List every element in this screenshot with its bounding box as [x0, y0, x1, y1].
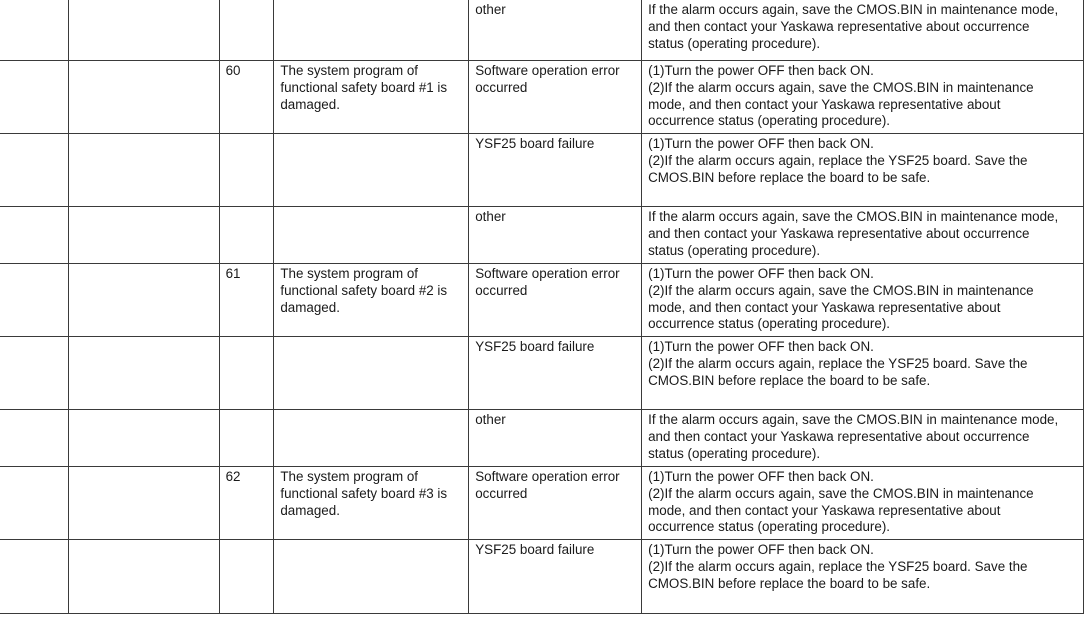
table-row: [0, 410, 1084, 467]
remedy-line: occurrence status (operating procedure).: [648, 519, 891, 535]
remedy-line: (2)If the alarm occurs again, replace the YSF25 board. Save the: [648, 355, 1028, 371]
remedy-line: (1)Turn the power OFF then back ON.: [648, 266, 874, 281]
meaning-line: functional safety board #3 is: [280, 485, 448, 501]
meaning-line: damaged.: [280, 96, 340, 112]
blank-cell: [0, 0, 68, 61]
remedy-line: and then contact your Yaskawa representative about occurrence: [648, 225, 1030, 241]
meaning-cell: [274, 134, 469, 207]
remedy-cell: [642, 61, 1084, 134]
cause-line: other: [475, 209, 506, 224]
blank-cell: [68, 264, 219, 337]
blank-cell: [68, 337, 219, 410]
meaning-line: functional safety board #1 is: [280, 79, 448, 95]
remedy-line: (1)Turn the power OFF then back ON.: [648, 339, 874, 354]
meaning-cell: [274, 410, 469, 467]
meaning-cell: [274, 337, 469, 410]
remedy-cell: [642, 264, 1084, 337]
remedy-line: (1)Turn the power OFF then back ON.: [648, 63, 874, 78]
table-row: [0, 207, 1084, 264]
alarm-code-cell: [219, 410, 274, 467]
meaning-line: damaged.: [280, 502, 340, 518]
meaning-cell: [274, 0, 469, 61]
remedy-line: mode, and then contact your Yaskawa representative about: [648, 96, 1001, 112]
remedy-line: (2)If the alarm occurs again, save the CMOS.BIN in maintenance: [648, 485, 1034, 501]
cause-line: occurred: [475, 79, 528, 95]
blank-cell: [0, 61, 68, 134]
table-row: [0, 134, 1084, 207]
cause-line: Software operation error: [475, 63, 620, 78]
remedy-cell: [642, 337, 1084, 410]
cause-cell: [469, 540, 642, 614]
remedy-line: mode, and then contact your Yaskawa representative about: [648, 502, 1001, 518]
meaning-line: damaged.: [280, 299, 340, 315]
alarm-code: 61: [225, 266, 241, 281]
blank-cell: [0, 337, 68, 410]
blank-cell: [68, 61, 219, 134]
alarm-code-cell: [219, 540, 274, 614]
table-row: [0, 61, 1084, 134]
alarm-code-cell: [219, 264, 274, 337]
alarm-code: 62: [225, 469, 241, 484]
remedy-cell: [642, 0, 1084, 61]
remedy-line: (1)Turn the power OFF then back ON.: [648, 136, 874, 151]
remedy-line: status (operating procedure).: [648, 445, 821, 461]
alarm-code-cell: [219, 337, 274, 410]
alarm-code-cell: [219, 467, 274, 540]
cause-line: occurred: [475, 485, 528, 501]
cause-line: YSF25 board failure: [475, 542, 595, 557]
alarm-code-cell: [219, 207, 274, 264]
remedy-line: and then contact your Yaskawa representative about occurrence: [648, 18, 1030, 34]
cause-cell: [469, 337, 642, 410]
meaning-cell: [274, 467, 469, 540]
blank-cell: [68, 410, 219, 467]
blank-cell: [68, 134, 219, 207]
remedy-cell: [642, 467, 1084, 540]
remedy-line: If the alarm occurs again, save the CMOS.BIN in maintenance mode,: [648, 412, 1059, 427]
meaning-line: functional safety board #2 is: [280, 282, 448, 298]
meaning-cell: [274, 61, 469, 134]
remedy-line: and then contact your Yaskawa representative about occurrence: [648, 428, 1030, 444]
cause-cell: [469, 264, 642, 337]
meaning-line: The system program of: [280, 469, 419, 484]
cause-line: occurred: [475, 282, 528, 298]
cause-cell: [469, 0, 642, 61]
table-row: [0, 0, 1084, 61]
remedy-line: occurrence status (operating procedure).: [648, 113, 891, 129]
table-row: [0, 540, 1084, 614]
cause-cell: [469, 61, 642, 134]
blank-cell: [0, 264, 68, 337]
remedy-line: status (operating procedure).: [648, 35, 821, 51]
alarm-code: 60: [225, 63, 241, 78]
remedy-line: CMOS.BIN before replace the board to be safe.: [648, 169, 931, 185]
remedy-cell: [642, 540, 1084, 614]
remedy-line: occurrence status (operating procedure).: [648, 316, 891, 332]
blank-cell: [68, 467, 219, 540]
cause-line: YSF25 board failure: [475, 136, 595, 151]
alarm-code-cell: [219, 0, 274, 61]
blank-cell: [68, 207, 219, 264]
blank-cell: [0, 467, 68, 540]
alarm-code-cell: [219, 61, 274, 134]
remedy-line: (1)Turn the power OFF then back ON.: [648, 469, 874, 484]
remedy-line: If the alarm occurs again, save the CMOS.BIN in maintenance mode,: [648, 209, 1059, 224]
table-row: [0, 264, 1084, 337]
remedy-line: (2)If the alarm occurs again, save the CMOS.BIN in maintenance: [648, 282, 1034, 298]
table-row: [0, 467, 1084, 540]
cause-line: Software operation error: [475, 266, 620, 281]
remedy-line: CMOS.BIN before replace the board to be safe.: [648, 372, 931, 388]
meaning-cell: [274, 207, 469, 264]
remedy-line: (2)If the alarm occurs again, replace the YSF25 board. Save the: [648, 152, 1028, 168]
blank-cell: [0, 410, 68, 467]
remedy-line: (2)If the alarm occurs again, replace the YSF25 board. Save the: [648, 558, 1028, 574]
cause-line: Software operation error: [475, 469, 620, 484]
cause-line: other: [475, 412, 506, 427]
cause-line: other: [475, 2, 506, 17]
remedy-line: status (operating procedure).: [648, 242, 821, 258]
meaning-line: The system program of: [280, 63, 419, 78]
cause-cell: [469, 134, 642, 207]
remedy-cell: [642, 207, 1084, 264]
remedy-line: (2)If the alarm occurs again, save the CMOS.BIN in maintenance: [648, 79, 1034, 95]
alarm-code-cell: [219, 134, 274, 207]
blank-cell: [0, 134, 68, 207]
remedy-cell: [642, 134, 1084, 207]
blank-cell: [68, 540, 219, 614]
meaning-line: The system program of: [280, 266, 419, 281]
remedy-line: CMOS.BIN before replace the board to be safe.: [648, 575, 931, 591]
meaning-cell: [274, 540, 469, 614]
blank-cell: [0, 540, 68, 614]
remedy-line: If the alarm occurs again, save the CMOS.BIN in maintenance mode,: [648, 2, 1059, 17]
blank-cell: [0, 207, 68, 264]
remedy-cell: [642, 410, 1084, 467]
cause-cell: [469, 410, 642, 467]
meaning-cell: [274, 264, 469, 337]
cause-cell: [469, 207, 642, 264]
cause-line: YSF25 board failure: [475, 339, 595, 354]
remedy-line: (1)Turn the power OFF then back ON.: [648, 542, 874, 557]
blank-cell: [68, 0, 219, 61]
table-row: [0, 337, 1084, 410]
cause-cell: [469, 467, 642, 540]
remedy-line: mode, and then contact your Yaskawa representative about: [648, 299, 1001, 315]
